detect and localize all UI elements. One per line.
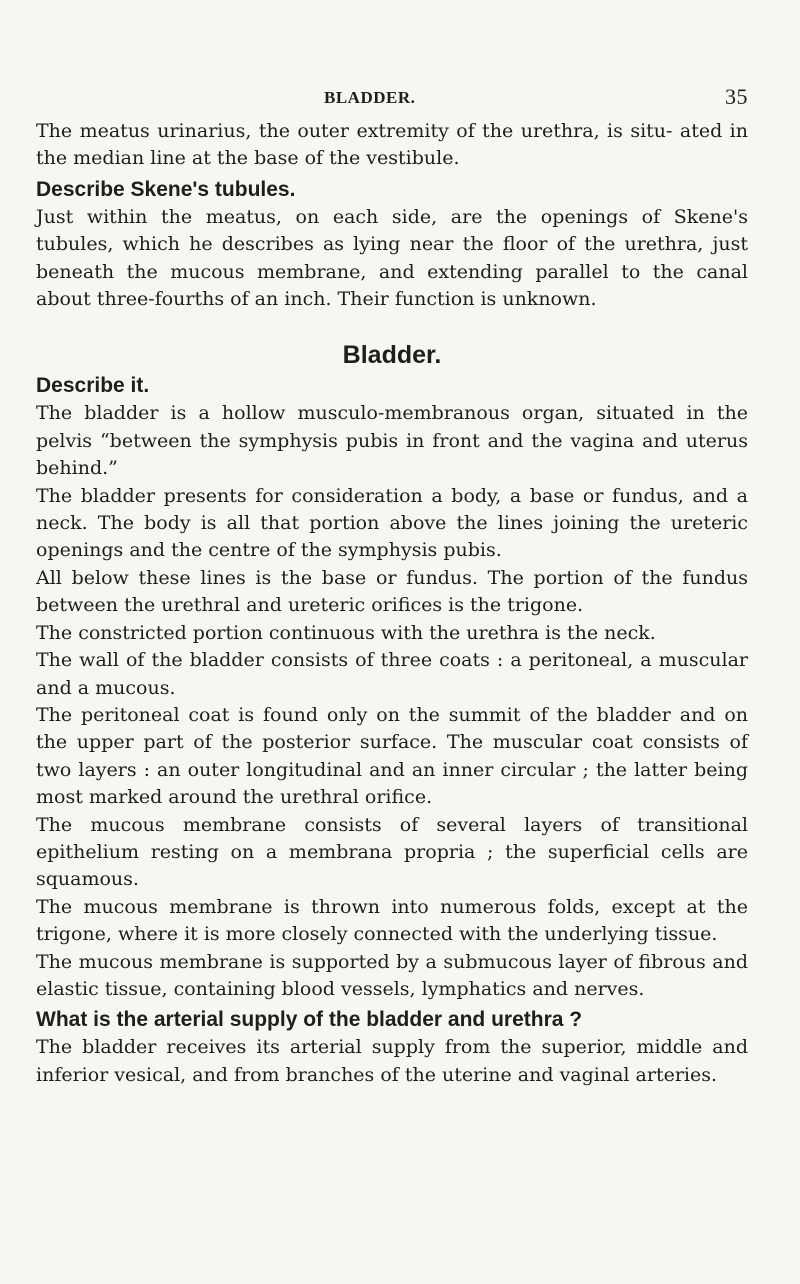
skene-paragraph: Just within the meatus, on each side, are the openings of Skene's tubules, which he describes as lying near the floor of the urethra, just beneath the mucous membrane, and extending parallel to the canal about three-fourths of an inch. Their function is unknown. bbox=[36, 205, 748, 311]
bladder-section-title: Bladder. bbox=[342, 341, 442, 370]
bladder-paragraph: The peritoneal coat is found only on the summit of the bladder and on the upper part of the posterior surface. The muscular coat consists of two layers : an outer longitudinal and an inner circular ; the latter being most marked around the urethral orifice. bbox=[36, 703, 748, 809]
intro-paragraph: The meatus urinarius, the outer extremity of the urethra, is situ- ated in the median line at the base of the vestibule. bbox=[36, 120, 748, 170]
running-head bbox=[36, 84, 748, 118]
bladder-paragraph: All below these lines is the base or fundus. The portion of the fundus between the urethral and ureteric orifices is the trigone. bbox=[36, 566, 748, 617]
bladder-heading: Describe it. bbox=[36, 374, 150, 398]
bladder-paragraph: The wall of the bladder consists of three coats : a peritoneal, a muscular and a mucous. bbox=[36, 649, 748, 699]
book-page bbox=[36, 84, 748, 1089]
arterial-paragraph: The bladder receives its arterial supply from the superior, middle and inferior vesical, and from branches of the uterine and vaginal arteries. bbox=[36, 1036, 748, 1086]
bladder-paragraph: The bladder is a hollow musculo-membranous organ, situated in the pelvis “between the symphysis pubis in front and the vagina and uterus behind.” bbox=[36, 402, 748, 480]
running-head-title: BLADDER. bbox=[324, 88, 416, 107]
bladder-paragraph: The constricted portion continuous with the urethra is the neck. bbox=[36, 621, 656, 644]
bladder-paragraph: The mucous membrane consists of several layers of transitional epithelium resting on a membrana propria ; the superficial cells are squamous. bbox=[36, 813, 748, 891]
bladder-paragraph: The bladder presents for consideration a body, a base or fundus, and a neck. The body is all that portion above the lines joining the ureteric openings and the centre of the symphysis pubis. bbox=[36, 484, 748, 562]
bladder-paragraph: The mucous membrane is supported by a submucous layer of fibrous and elastic tissue, containing blood vessels, lymphatics and nerves. bbox=[36, 950, 748, 1000]
page-number: 35 bbox=[725, 84, 748, 109]
arterial-heading: What is the arterial supply of the bladder and urethra ? bbox=[36, 1008, 583, 1032]
skene-heading: Describe Skene's tubules. bbox=[36, 177, 296, 201]
bladder-paragraph: The mucous membrane is thrown into numerous folds, except at the trigone, where it is more closely connected with the underlying tissue. bbox=[36, 895, 748, 946]
